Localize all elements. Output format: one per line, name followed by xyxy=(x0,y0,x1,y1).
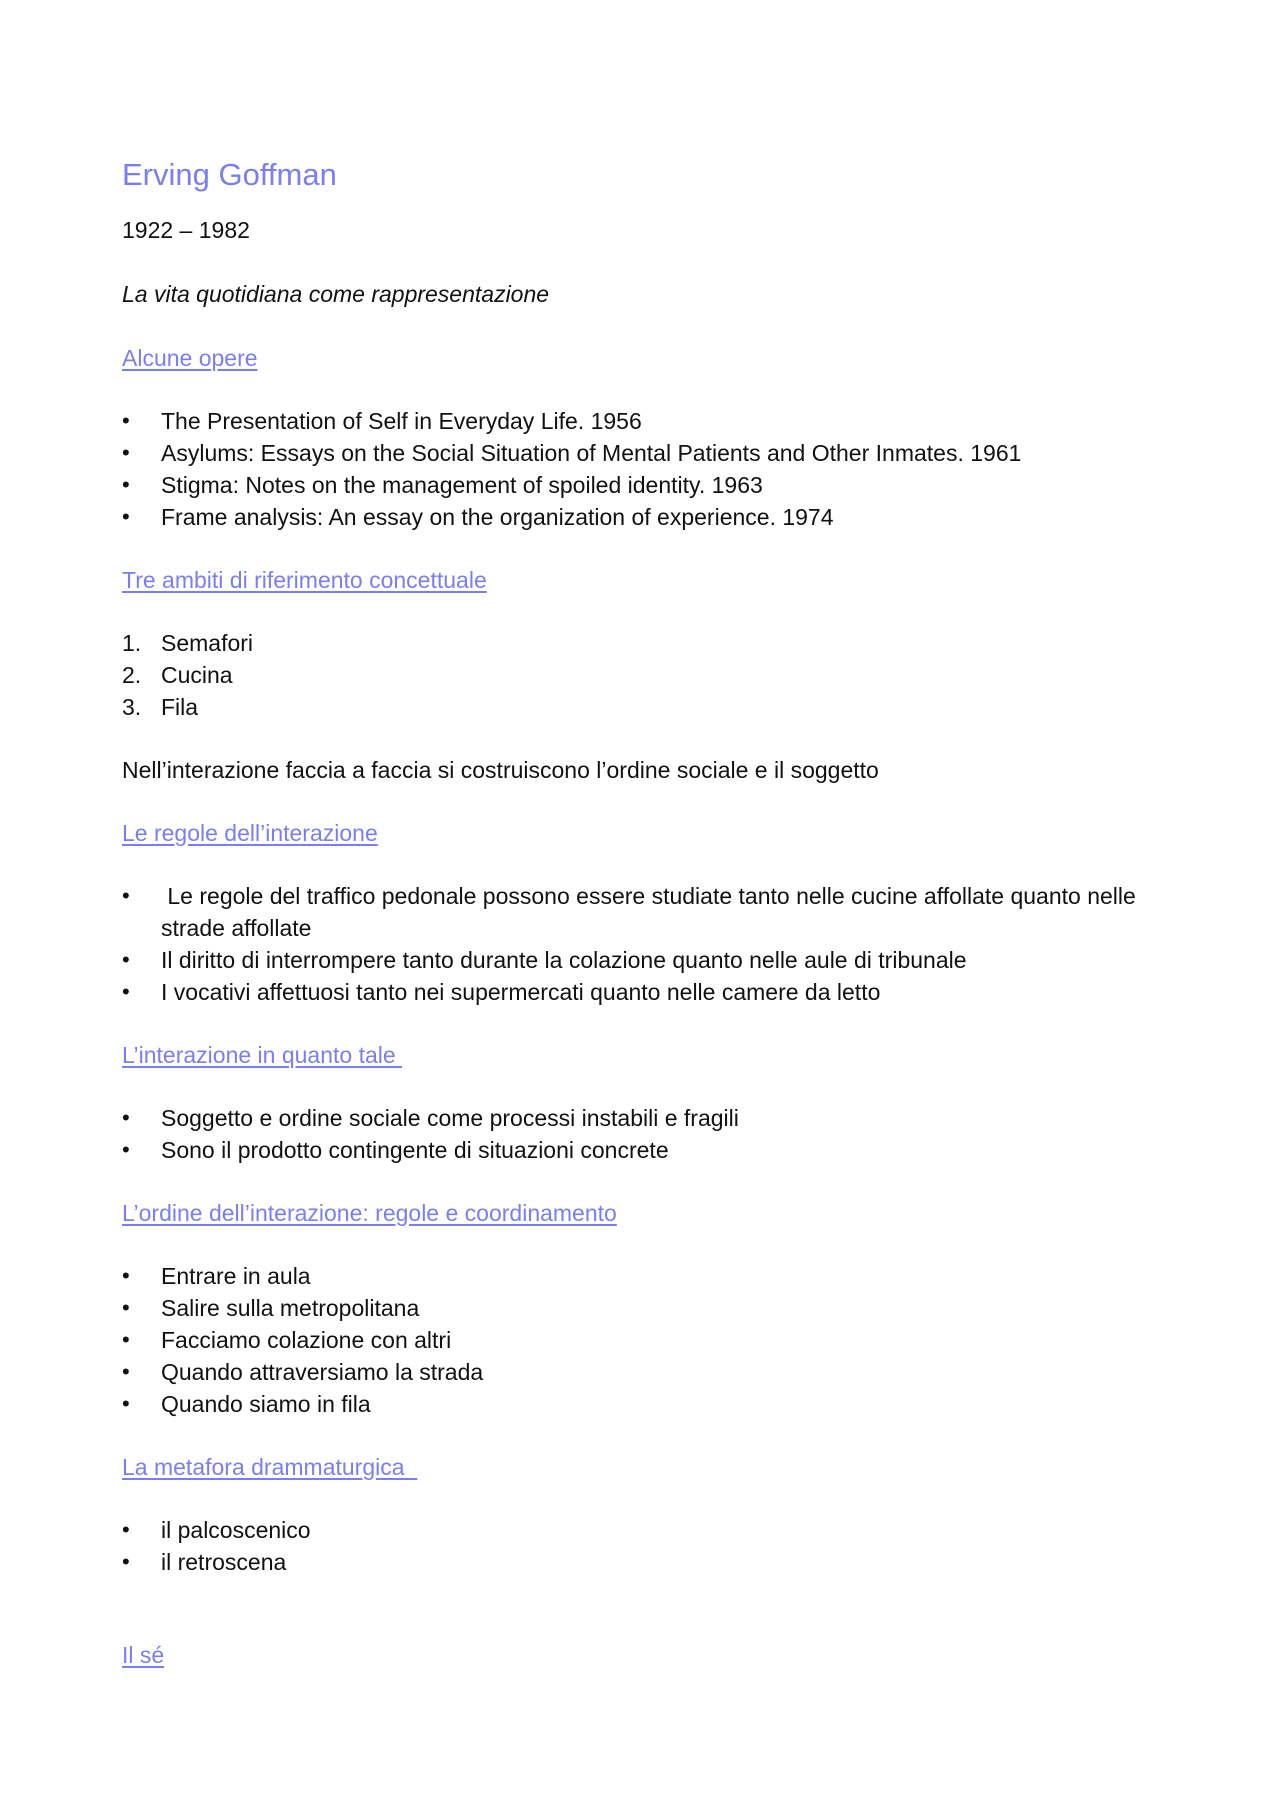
heading-link-rules[interactable]: Le regole dell’interazione xyxy=(122,820,378,846)
bullet-icon: • xyxy=(122,1391,130,1416)
list-item xyxy=(122,1260,1162,1292)
list-item-text: I vocativi affettuosi tanto nei supermercati quanto nelle camere da letto xyxy=(161,979,881,1005)
list-item-text: The Presentation of Self in Everyday Life. 1956 xyxy=(161,408,642,434)
section-ambits xyxy=(122,564,1162,596)
bullet-icon: • xyxy=(122,1263,130,1288)
list-item xyxy=(122,501,1162,533)
works-list xyxy=(122,405,1162,533)
list-item-text: Fila xyxy=(161,694,199,720)
list-item-text: Sono il prodotto contingente di situazioni concrete xyxy=(161,1137,669,1163)
list-item xyxy=(122,1324,1162,1356)
list-item xyxy=(122,469,1162,501)
list-number: 1. xyxy=(122,630,142,656)
section-works xyxy=(122,342,1162,374)
list-item-text: Il diritto di interrompere tanto durante la colazione quanto nelle aule di tribunale xyxy=(161,947,967,973)
order-list xyxy=(122,1260,1162,1420)
list-item xyxy=(122,1546,1162,1578)
list-item xyxy=(122,659,1162,691)
document-content xyxy=(122,150,1162,1702)
bullet-icon: • xyxy=(122,440,130,465)
bullet-icon: • xyxy=(122,504,130,529)
bullet-icon: • xyxy=(122,408,130,433)
list-item xyxy=(122,405,1162,437)
ambits-list xyxy=(122,627,1162,723)
bullet-icon: • xyxy=(122,472,130,497)
work-subtitle: La vita quotidiana come rappresentazione xyxy=(122,281,550,307)
list-item-text: Entrare in aula xyxy=(161,1263,311,1289)
metaphor-list xyxy=(122,1514,1162,1578)
bullet-icon: • xyxy=(122,883,130,908)
heading-link-works[interactable]: Alcune opere xyxy=(122,345,258,371)
life-years: 1922 – 1982 xyxy=(122,217,250,243)
heading-link-interaction[interactable]: L’interazione in quanto tale xyxy=(122,1042,403,1068)
bullet-icon: • xyxy=(122,1549,130,1574)
bullet-icon: • xyxy=(122,1327,130,1352)
bullet-icon: • xyxy=(122,1359,130,1384)
list-item-text: il retroscena xyxy=(161,1549,287,1575)
list-item xyxy=(122,1514,1162,1546)
list-number: 3. xyxy=(122,694,142,720)
section-order xyxy=(122,1197,1162,1229)
rules-list xyxy=(122,880,1162,1008)
list-item-text: Quando attraversiamo la strada xyxy=(161,1359,484,1385)
section-interaction xyxy=(122,1039,1162,1071)
bullet-icon: • xyxy=(122,979,130,1004)
interaction-list xyxy=(122,1102,1162,1166)
list-item-text: Facciamo colazione con altri xyxy=(161,1327,452,1353)
list-item-text: Asylums: Essays on the Social Situation of Mental Patients and Other Inmates. 1961 xyxy=(161,440,1022,466)
list-item-text: il palcoscenico xyxy=(161,1517,311,1543)
list-item-text: Semafori xyxy=(161,630,254,656)
heading-link-order[interactable]: L’ordine dell’interazione: regole e coordinamento xyxy=(122,1200,617,1226)
heading-link-self[interactable]: Il sé xyxy=(122,1642,165,1668)
list-item xyxy=(122,1134,1162,1166)
list-item-text: Cucina xyxy=(161,662,233,688)
list-item xyxy=(122,944,1162,976)
list-item-text: Le regole del traffico pedonale possono essere studiate tanto nelle cucine affollate quanto nelle strade affollate xyxy=(161,883,1143,941)
list-item xyxy=(122,1102,1162,1134)
bullet-icon: • xyxy=(122,1105,130,1130)
list-item-text: Salire sulla metropolitana xyxy=(161,1295,420,1321)
list-item-text: Stigma: Notes on the management of spoiled identity. 1963 xyxy=(161,472,763,498)
list-item xyxy=(122,627,1162,659)
bullet-icon: • xyxy=(122,947,130,972)
list-item-text: Quando siamo in fila xyxy=(161,1391,371,1417)
section-rules xyxy=(122,817,1162,849)
section-self xyxy=(122,1639,1162,1671)
body-paragraph: Nell’interazione faccia a faccia si costruiscono l’ordine sociale e il soggetto xyxy=(122,757,879,783)
bullet-icon: • xyxy=(122,1137,130,1162)
list-item xyxy=(122,880,1162,944)
list-item-text: Soggetto e ordine sociale come processi instabili e fragili xyxy=(161,1105,739,1131)
list-item xyxy=(122,437,1162,469)
spacer xyxy=(122,1609,1162,1639)
list-number: 2. xyxy=(122,662,142,688)
list-item xyxy=(122,976,1162,1008)
list-item xyxy=(122,1388,1162,1420)
list-item-text: Frame analysis: An essay on the organization of experience. 1974 xyxy=(161,504,834,530)
list-item xyxy=(122,691,1162,723)
bullet-icon: • xyxy=(122,1517,130,1542)
bullet-icon: • xyxy=(122,1295,130,1320)
heading-link-metaphor[interactable]: La metafora drammaturgica xyxy=(122,1454,418,1480)
page-title: Erving Goffman xyxy=(122,157,337,192)
section-metaphor xyxy=(122,1451,1162,1483)
heading-link-ambits[interactable]: Tre ambiti di riferimento concettuale xyxy=(122,567,487,593)
list-item xyxy=(122,1292,1162,1324)
list-item xyxy=(122,1356,1162,1388)
